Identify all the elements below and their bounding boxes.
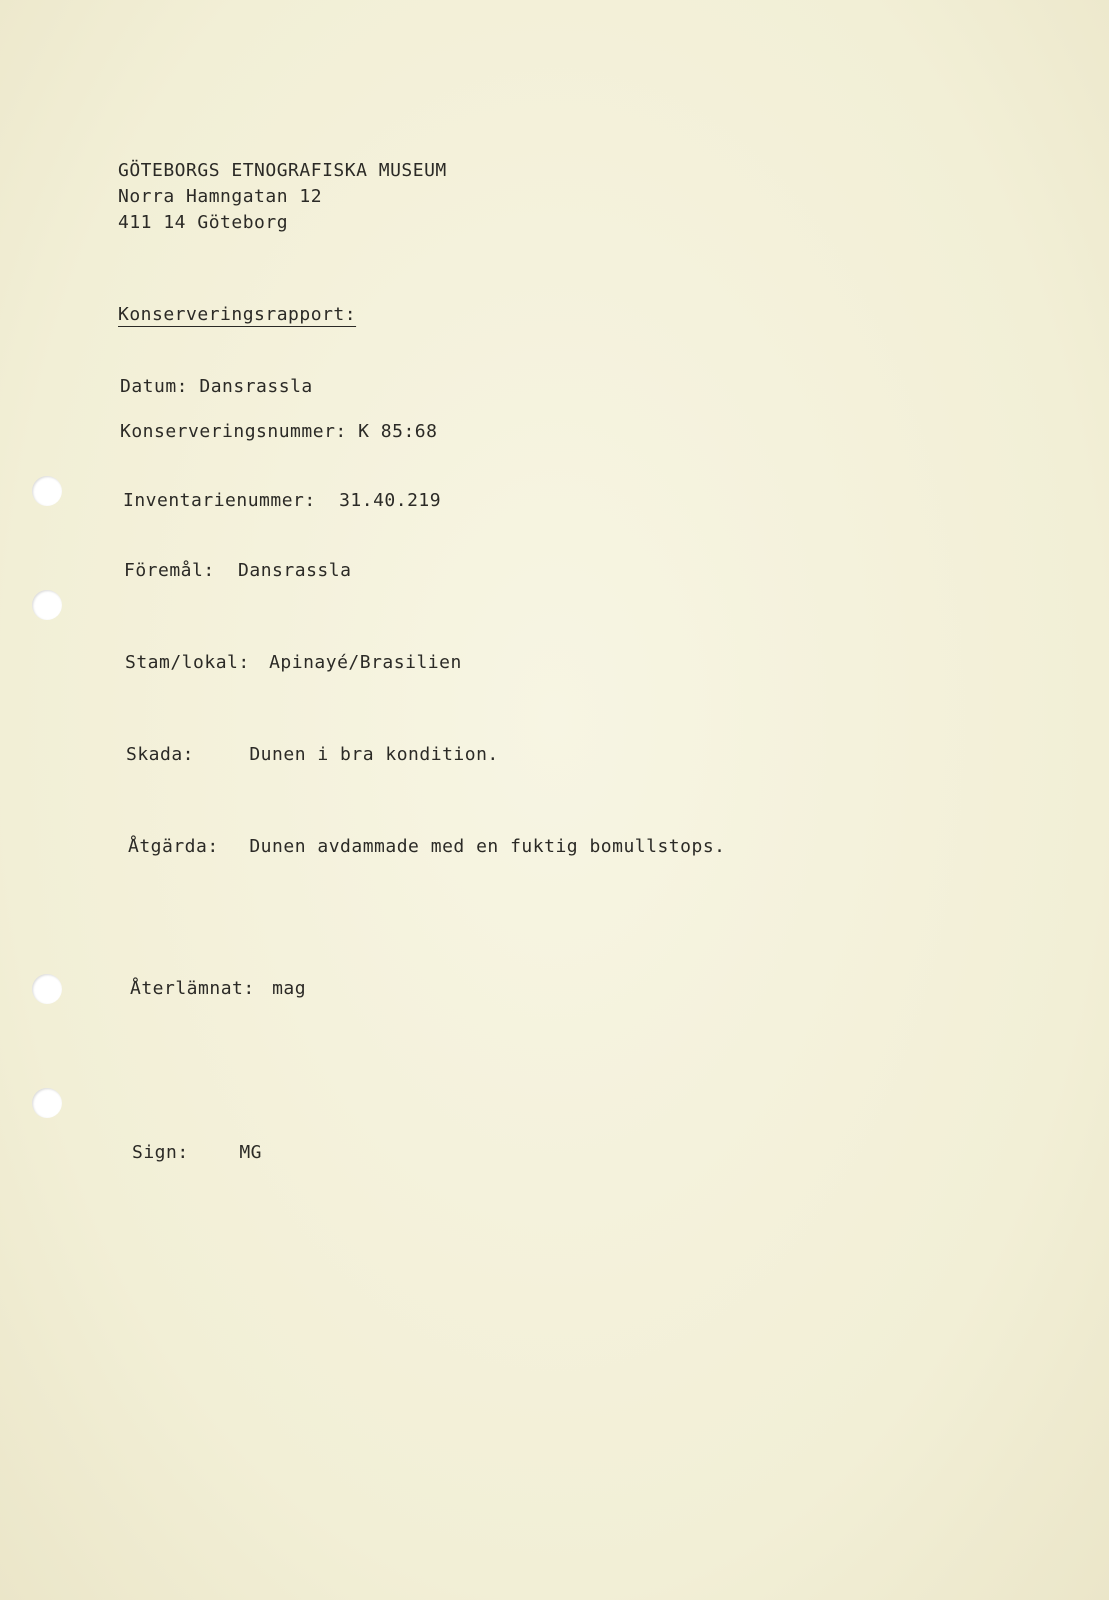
field-value: Dunen avdammade med en fuktig bomullstops. [249, 836, 726, 857]
field-label: Föremål: [124, 560, 215, 581]
institution-postal: 411 14 Göteborg [118, 212, 289, 233]
field-atgarda [128, 836, 726, 858]
field-stam-lokal [125, 652, 462, 674]
field-value: mag [272, 978, 307, 999]
field-konserveringsnummer [120, 421, 437, 443]
field-foremal [124, 560, 351, 582]
field-datum [120, 376, 313, 398]
punch-hole [32, 590, 62, 620]
field-label: Inventarienummer: [123, 490, 316, 511]
field-value: Dansrassla [238, 560, 352, 581]
punch-hole [32, 974, 62, 1004]
field-label: Sign: [132, 1142, 189, 1163]
punch-hole [32, 476, 62, 506]
field-label: Återlämnat: [130, 978, 255, 999]
field-label: Stam/lokal: [125, 652, 250, 673]
institution-name: GÖTEBORGS ETNOGRAFISKA MUSEUM [118, 160, 447, 181]
field-aterlamnat [130, 978, 306, 1000]
field-skada [126, 744, 499, 766]
field-sign [132, 1142, 262, 1164]
field-value: Dansrassla [199, 376, 313, 397]
field-value: 31.40.219 [339, 490, 442, 511]
institution-street: Norra Hamngatan 12 [118, 186, 323, 207]
field-label: Konserveringsnummer: [120, 421, 347, 442]
field-label: Åtgärda: [128, 836, 219, 857]
punch-hole [32, 1088, 62, 1118]
field-value: Dunen i bra kondition. [249, 744, 499, 765]
field-label: Datum: [120, 376, 189, 397]
field-value: Apinayé/Brasilien [269, 652, 462, 673]
field-value: MG [239, 1142, 263, 1163]
field-label: Skada: [126, 744, 195, 765]
field-inventarienummer [123, 490, 441, 512]
field-value: K 85:68 [358, 421, 438, 442]
report-title: Konserveringsrapport: [118, 304, 357, 325]
